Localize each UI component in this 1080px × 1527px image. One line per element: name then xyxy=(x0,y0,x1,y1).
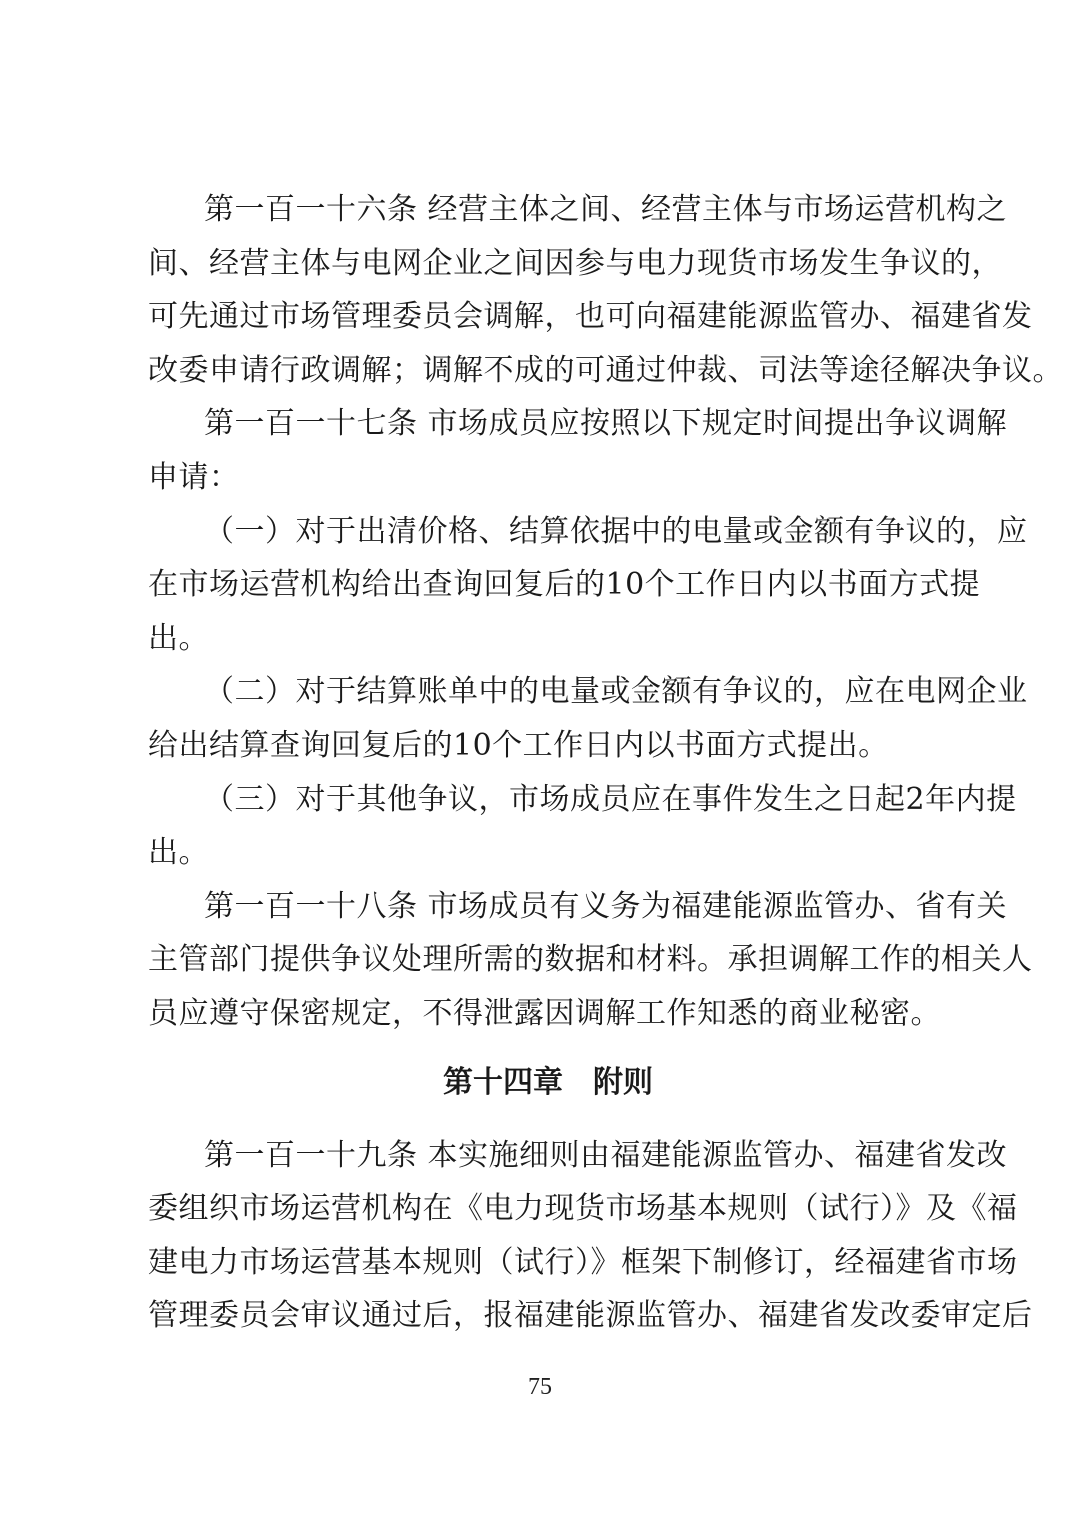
article-119-line-1: 第一百一十九条 本实施细则由福建能源监管办、福建省发改 xyxy=(204,1137,1008,1173)
article-117-item-1-line-2: 在市场运营机构给出查询回复后的10个工作日内以书面方式提 xyxy=(148,567,981,603)
article-118-line-1: 第一百一十八条 市场成员有义务为福建能源监管办、省有关 xyxy=(204,888,1008,924)
article-117-item-2-line-2: 给出结算查询回复后的10个工作日内以书面方式提出。 xyxy=(148,727,889,763)
article-117-item-1-line-3: 出。 xyxy=(148,620,209,656)
article-117-item-1-line-1: （一）对于出清价格、结算依据中的电量或金额有争议的，应 xyxy=(204,513,1028,549)
document-body xyxy=(148,183,1063,1343)
article-116-line-2: 间、经营主体与电网企业之间因参与电力现货市场发生争议的， xyxy=(148,245,1002,281)
article-119-line-3: 建电力市场运营基本规则（试行）》框架下制修订，经福建省市场 xyxy=(148,1244,1018,1280)
article-116-line-4: 改委申请行政调解；调解不成的可通过仲裁、司法等途径解决争议。 xyxy=(148,352,1063,388)
chapter-heading: 第十四章 附则 xyxy=(443,1064,653,1100)
article-118-line-3: 员应遵守保密规定，不得泄露因调解工作知悉的商业秘密。 xyxy=(148,995,941,1031)
article-117-item-3-line-1: （三）对于其他争议，市场成员应在事件发生之日起2年内提 xyxy=(204,781,1017,817)
article-119-line-2: 委组织市场运营机构在《电力现货市场基本规则（试行）》及《福 xyxy=(148,1191,1018,1227)
article-116-line-3: 可先通过市场管理委员会调解，也可向福建能源监管办、福建省发 xyxy=(148,299,1033,335)
article-119-line-4: 管理委员会审议通过后，报福建能源监管办、福建省发改委审定后 xyxy=(148,1298,1033,1334)
article-118-line-2: 主管部门提供争议处理所需的数据和材料。承担调解工作的相关人 xyxy=(148,942,1033,978)
article-117-line-1: 第一百一十七条 市场成员应按照以下规定时间提出争议调解 xyxy=(204,406,1008,442)
article-116-line-1: 第一百一十六条 经营主体之间、经营主体与市场运营机构之 xyxy=(204,192,1008,227)
article-117-line-2: 申请： xyxy=(148,459,240,495)
article-117-item-2-line-1: （二）对于结算账单中的电量或金额有争议的，应在电网企业 xyxy=(204,674,1028,710)
page-number: 75 xyxy=(528,1374,552,1400)
article-117-item-3-line-2: 出。 xyxy=(148,835,209,871)
